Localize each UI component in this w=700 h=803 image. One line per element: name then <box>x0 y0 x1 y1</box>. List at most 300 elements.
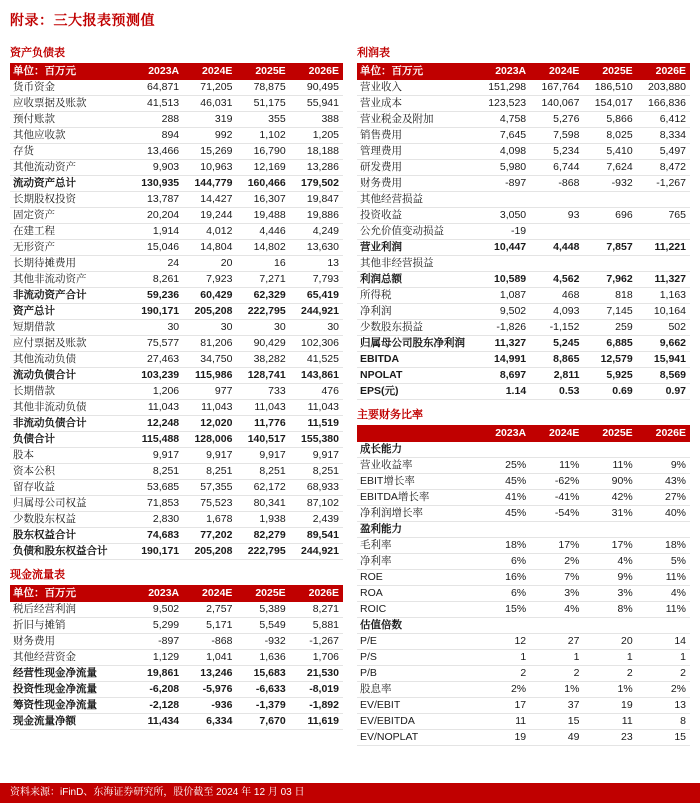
cell-value: 388 <box>290 112 343 128</box>
cell-value: 154,017 <box>583 96 636 112</box>
cell-value: 1,938 <box>236 512 289 528</box>
cell-value: 259 <box>583 320 636 336</box>
cell-value: 19,847 <box>290 192 343 208</box>
cell-value: 19,886 <box>290 208 343 224</box>
row-label: 折旧与摊销 <box>10 618 130 634</box>
cell-value: 19,488 <box>236 208 289 224</box>
row-label: 留存收益 <box>10 480 130 496</box>
row-label: 利润总额 <box>357 272 477 288</box>
cell-value: 128,006 <box>183 432 236 448</box>
table-row <box>10 432 343 448</box>
cell-value: 115,488 <box>130 432 183 448</box>
cell-value: 4% <box>637 586 690 602</box>
cell-value: 1% <box>530 682 583 698</box>
cell-value <box>530 192 583 208</box>
cell-value: 14,802 <box>236 240 289 256</box>
row-label: 筹资性现金净流量 <box>10 698 130 714</box>
cell-value <box>477 442 530 458</box>
row-label: 研发费用 <box>357 160 477 176</box>
cell-value: 57,355 <box>183 480 236 496</box>
cell-value: 11,043 <box>183 400 236 416</box>
cell-value: 17% <box>530 538 583 554</box>
table-row <box>357 522 690 538</box>
cell-value <box>477 192 530 208</box>
cell-value: 23 <box>583 730 636 746</box>
table-row <box>357 368 690 384</box>
cell-value: 19,861 <box>130 666 183 682</box>
cell-value: 1,205 <box>290 128 343 144</box>
table-row <box>357 570 690 586</box>
cell-value: 8,261 <box>130 272 183 288</box>
cell-value: 205,208 <box>183 304 236 320</box>
row-label: 其他应收款 <box>10 128 130 144</box>
row-label: 负债和股东权益合计 <box>10 544 130 560</box>
cell-value: 1,087 <box>477 288 530 304</box>
table-row <box>10 698 343 714</box>
cell-value: 733 <box>236 384 289 400</box>
cell-value: 1 <box>477 650 530 666</box>
table-row <box>357 176 690 192</box>
row-label: 应收票据及账款 <box>10 96 130 112</box>
row-label: EV/EBITDA <box>357 714 477 730</box>
income-statement-section <box>357 44 690 400</box>
cell-value: 45% <box>477 474 530 490</box>
table-row <box>357 730 690 746</box>
cell-value: -19 <box>477 224 530 240</box>
cell-value: 818 <box>583 288 636 304</box>
cell-value: 11,043 <box>236 400 289 416</box>
column-header: 2023A <box>130 585 183 602</box>
cell-value <box>530 224 583 240</box>
cell-value: 7,857 <box>583 240 636 256</box>
cell-value: 140,067 <box>530 96 583 112</box>
cell-value: 5,549 <box>236 618 289 634</box>
cell-value: 11,043 <box>290 400 343 416</box>
left-column <box>10 40 343 752</box>
cell-value: 80,341 <box>236 496 289 512</box>
row-label: 短期借款 <box>10 320 130 336</box>
cell-value: 6,412 <box>637 112 690 128</box>
cell-value: 17 <box>477 698 530 714</box>
row-label: 所得税 <box>357 288 477 304</box>
row-label: EV/EBIT <box>357 698 477 714</box>
cell-value: 81,206 <box>183 336 236 352</box>
cell-value: 1 <box>530 650 583 666</box>
cell-value: 14 <box>637 634 690 650</box>
cell-value: 37 <box>530 698 583 714</box>
cell-value: 7,271 <box>236 272 289 288</box>
cell-value: 288 <box>130 112 183 128</box>
cell-value <box>583 522 636 538</box>
row-label: 长期股权投资 <box>10 192 130 208</box>
table-row <box>357 128 690 144</box>
cell-value: 9,917 <box>130 448 183 464</box>
cell-value: 20 <box>583 634 636 650</box>
row-label: 其他流动资产 <box>10 160 130 176</box>
cell-value: -41% <box>530 490 583 506</box>
cell-value: 11 <box>477 714 530 730</box>
cell-value: 2 <box>530 666 583 682</box>
cell-value: 5,299 <box>130 618 183 634</box>
cell-value: 62,329 <box>236 288 289 304</box>
row-label: 税后经营利润 <box>10 602 130 618</box>
cell-value: 4,012 <box>183 224 236 240</box>
table-row <box>10 240 343 256</box>
row-label: 毛利率 <box>357 538 477 554</box>
cell-value: 7,645 <box>477 128 530 144</box>
row-label: 其他非流动资产 <box>10 272 130 288</box>
cell-value: 7,624 <box>583 160 636 176</box>
cell-value: 143,861 <box>290 368 343 384</box>
table-row <box>10 714 343 730</box>
cell-value: 140,517 <box>236 432 289 448</box>
table-row <box>10 666 343 682</box>
cell-value: -897 <box>130 634 183 650</box>
cell-value: 3,050 <box>477 208 530 224</box>
cell-value: 55,941 <box>290 96 343 112</box>
row-label: 股息率 <box>357 682 477 698</box>
column-header: 2025E <box>236 585 289 602</box>
cell-value: 20 <box>183 256 236 272</box>
cell-value: 90% <box>583 474 636 490</box>
cell-value: 894 <box>130 128 183 144</box>
cell-value: 1,706 <box>290 650 343 666</box>
table-row <box>357 490 690 506</box>
row-label: 经营性现金净流量 <box>10 666 130 682</box>
cell-value: 41% <box>477 490 530 506</box>
content-columns <box>10 40 690 752</box>
cell-value: 476 <box>290 384 343 400</box>
cell-value: -54% <box>530 506 583 522</box>
cell-value: 103,239 <box>130 368 183 384</box>
row-label: 资本公积 <box>10 464 130 480</box>
row-label: 货币资金 <box>10 80 130 96</box>
cell-value: 9,662 <box>637 336 690 352</box>
table-row <box>357 304 690 320</box>
cell-value: 30 <box>183 320 236 336</box>
cell-value: 13 <box>637 698 690 714</box>
cell-value: -1,826 <box>477 320 530 336</box>
table-row <box>10 650 343 666</box>
cell-value: 11,619 <box>290 714 343 730</box>
cell-value: -6,208 <box>130 682 183 698</box>
table-row <box>10 224 343 240</box>
row-label: 股本 <box>10 448 130 464</box>
cell-value: 2% <box>477 682 530 698</box>
cell-value <box>583 224 636 240</box>
cell-value: 8,865 <box>530 352 583 368</box>
cell-value <box>477 522 530 538</box>
cell-value: 2 <box>477 666 530 682</box>
cell-value: 8,569 <box>637 368 690 384</box>
cell-value: 75,523 <box>183 496 236 512</box>
cell-value: 5% <box>637 554 690 570</box>
cell-value: 24 <box>130 256 183 272</box>
table-row <box>357 554 690 570</box>
table-row <box>10 176 343 192</box>
cell-value: 14,427 <box>183 192 236 208</box>
cell-value: 74,683 <box>130 528 183 544</box>
cell-value: 75,577 <box>130 336 183 352</box>
column-header: 2024E <box>530 425 583 442</box>
table-row <box>10 288 343 304</box>
table-row <box>10 208 343 224</box>
table-row <box>357 192 690 208</box>
table-row <box>10 634 343 650</box>
cell-value: 12 <box>477 634 530 650</box>
cell-value: 38,282 <box>236 352 289 368</box>
cell-value: 31% <box>583 506 636 522</box>
cell-value: 5,866 <box>583 112 636 128</box>
row-label: 其他非流动负债 <box>10 400 130 416</box>
table-row <box>357 160 690 176</box>
row-label: 少数股东权益 <box>10 512 130 528</box>
cell-value: -8,019 <box>290 682 343 698</box>
table-row <box>357 112 690 128</box>
row-label: 固定资产 <box>10 208 130 224</box>
cell-value: 166,836 <box>637 96 690 112</box>
cell-value: 2,830 <box>130 512 183 528</box>
column-header: 2024E <box>183 585 236 602</box>
cell-value: 15,046 <box>130 240 183 256</box>
table-row <box>10 112 343 128</box>
cell-value: 13,286 <box>290 160 343 176</box>
column-header-row <box>10 63 343 80</box>
cell-value <box>530 522 583 538</box>
cell-value <box>637 224 690 240</box>
table-row <box>357 586 690 602</box>
cell-value: 15 <box>637 730 690 746</box>
table-row <box>357 256 690 272</box>
cell-value: 115,986 <box>183 368 236 384</box>
column-header: 2026E <box>290 63 343 80</box>
cell-value: 5,497 <box>637 144 690 160</box>
cell-value: 355 <box>236 112 289 128</box>
cell-value: 1,129 <box>130 650 183 666</box>
row-label: ROE <box>357 570 477 586</box>
row-label: ROIC <box>357 602 477 618</box>
cell-value: 65,419 <box>290 288 343 304</box>
cell-value: 102,306 <box>290 336 343 352</box>
cell-value: 11,221 <box>637 240 690 256</box>
cell-value <box>530 256 583 272</box>
table-row <box>357 682 690 698</box>
cell-value: 8,251 <box>183 464 236 480</box>
cell-value: 123,523 <box>477 96 530 112</box>
cell-value: 16,790 <box>236 144 289 160</box>
cell-value: 64,871 <box>130 80 183 96</box>
cell-value: 15 <box>530 714 583 730</box>
column-header: 2023A <box>477 425 530 442</box>
table-row <box>357 352 690 368</box>
balance-sheet-section <box>10 44 343 560</box>
cell-value: 7% <box>530 570 583 586</box>
column-header: 2023A <box>477 63 530 80</box>
cell-value: 11,776 <box>236 416 289 432</box>
cell-value: 5,980 <box>477 160 530 176</box>
cell-value: 2 <box>583 666 636 682</box>
table-row <box>10 400 343 416</box>
cell-value: 46,031 <box>183 96 236 112</box>
table-row <box>10 368 343 384</box>
table-row <box>10 352 343 368</box>
column-header: 2025E <box>583 425 636 442</box>
cell-value: 5,234 <box>530 144 583 160</box>
cell-value: 11,434 <box>130 714 183 730</box>
cell-value: 71,205 <box>183 80 236 96</box>
cell-value: 8,025 <box>583 128 636 144</box>
table-row <box>10 256 343 272</box>
cell-value: 41,525 <box>290 352 343 368</box>
cell-value: 4% <box>530 602 583 618</box>
cell-value: 130,935 <box>130 176 183 192</box>
row-label: 营业利润 <box>357 240 477 256</box>
row-label: 资产总计 <box>10 304 130 320</box>
column-header: 2024E <box>183 63 236 80</box>
cell-value: 7,793 <box>290 272 343 288</box>
cell-value: -932 <box>583 176 636 192</box>
cell-value: 27,463 <box>130 352 183 368</box>
row-label: P/S <box>357 650 477 666</box>
cell-value: -1,152 <box>530 320 583 336</box>
cell-value: 1% <box>583 682 636 698</box>
cell-value: 13,787 <box>130 192 183 208</box>
table-row <box>10 336 343 352</box>
cell-value <box>530 618 583 634</box>
cell-value: 2 <box>637 666 690 682</box>
cell-value: 12,579 <box>583 352 636 368</box>
cell-value <box>583 256 636 272</box>
cell-value: 4% <box>583 554 636 570</box>
row-label: ROA <box>357 586 477 602</box>
table-row <box>357 442 690 458</box>
row-label: 估值倍数 <box>357 618 477 634</box>
cell-value: 11 <box>583 714 636 730</box>
cell-value <box>637 192 690 208</box>
row-label: 投资性现金净流量 <box>10 682 130 698</box>
row-label: 无形资产 <box>10 240 130 256</box>
cell-value: 30 <box>130 320 183 336</box>
table-row <box>10 192 343 208</box>
cell-value: -1,267 <box>290 634 343 650</box>
column-header: 2026E <box>290 585 343 602</box>
table-row <box>10 512 343 528</box>
row-label: 公允价值变动损益 <box>357 224 477 240</box>
cell-value: 93 <box>530 208 583 224</box>
cell-value: 27% <box>637 490 690 506</box>
cell-value: 15,941 <box>637 352 690 368</box>
row-label: 流动负债合计 <box>10 368 130 384</box>
table-row <box>10 160 343 176</box>
cell-value: 90,495 <box>290 80 343 96</box>
cell-value: 30 <box>290 320 343 336</box>
cell-value: 9,917 <box>236 448 289 464</box>
cell-value: 60,429 <box>183 288 236 304</box>
cell-value: 10,164 <box>637 304 690 320</box>
cell-value: 25% <box>477 458 530 474</box>
cell-value <box>530 442 583 458</box>
cell-value <box>583 618 636 634</box>
table-row <box>357 144 690 160</box>
cell-value: -868 <box>183 634 236 650</box>
table-unit-label <box>357 425 477 442</box>
row-label: 股东权益合计 <box>10 528 130 544</box>
cell-value: 2,439 <box>290 512 343 528</box>
cell-value: 6,744 <box>530 160 583 176</box>
table-row <box>10 496 343 512</box>
cell-value: 9,502 <box>130 602 183 618</box>
right-column <box>357 40 690 752</box>
table-row <box>10 682 343 698</box>
cell-value: 0.69 <box>583 384 636 400</box>
cell-value: 10,589 <box>477 272 530 288</box>
table-row <box>357 650 690 666</box>
cell-value: 5,925 <box>583 368 636 384</box>
cell-value: 205,208 <box>183 544 236 560</box>
cell-value: 8,697 <box>477 368 530 384</box>
cell-value: 7,670 <box>236 714 289 730</box>
column-header-row <box>10 585 343 602</box>
cell-value: 0.97 <box>637 384 690 400</box>
cell-value: 244,921 <box>290 304 343 320</box>
table-row <box>357 288 690 304</box>
table-row <box>357 474 690 490</box>
row-label: 销售费用 <box>357 128 477 144</box>
row-label: 长期待摊费用 <box>10 256 130 272</box>
cell-value: 18% <box>477 538 530 554</box>
table-row <box>10 528 343 544</box>
cell-value: 18% <box>637 538 690 554</box>
column-header-row <box>357 63 690 80</box>
cell-value: 11% <box>583 458 636 474</box>
row-label: 管理费用 <box>357 144 477 160</box>
cell-value: 190,171 <box>130 304 183 320</box>
table-row <box>10 144 343 160</box>
cell-value: 87,102 <box>290 496 343 512</box>
cell-value: 6,334 <box>183 714 236 730</box>
cell-value: 13,630 <box>290 240 343 256</box>
row-label: 净利润 <box>357 304 477 320</box>
table-row <box>357 224 690 240</box>
cell-value: 43% <box>637 474 690 490</box>
cell-value: 15% <box>477 602 530 618</box>
cell-value: 62,172 <box>236 480 289 496</box>
cell-value: -6,633 <box>236 682 289 698</box>
cell-value: 82,279 <box>236 528 289 544</box>
cell-value: 2% <box>530 554 583 570</box>
row-label: 其他经营资金 <box>10 650 130 666</box>
cell-value: 1,636 <box>236 650 289 666</box>
cell-value: 7,145 <box>583 304 636 320</box>
cell-value: 1 <box>637 650 690 666</box>
cell-value: 0.53 <box>530 384 583 400</box>
cell-value: 78,875 <box>236 80 289 96</box>
cell-value: 9% <box>583 570 636 586</box>
cell-value: 7,923 <box>183 272 236 288</box>
row-label: 现金流量净额 <box>10 714 130 730</box>
table-row <box>10 618 343 634</box>
cell-value: 155,380 <box>290 432 343 448</box>
row-label: 投资收益 <box>357 208 477 224</box>
row-label: 营业成本 <box>357 96 477 112</box>
cell-value: 4,448 <box>530 240 583 256</box>
cell-value: 179,502 <box>290 176 343 192</box>
cell-value: 53,685 <box>130 480 183 496</box>
cell-value: 6% <box>477 554 530 570</box>
row-label: 营业税金及附加 <box>357 112 477 128</box>
cell-value: -62% <box>530 474 583 490</box>
cell-value: 502 <box>637 320 690 336</box>
